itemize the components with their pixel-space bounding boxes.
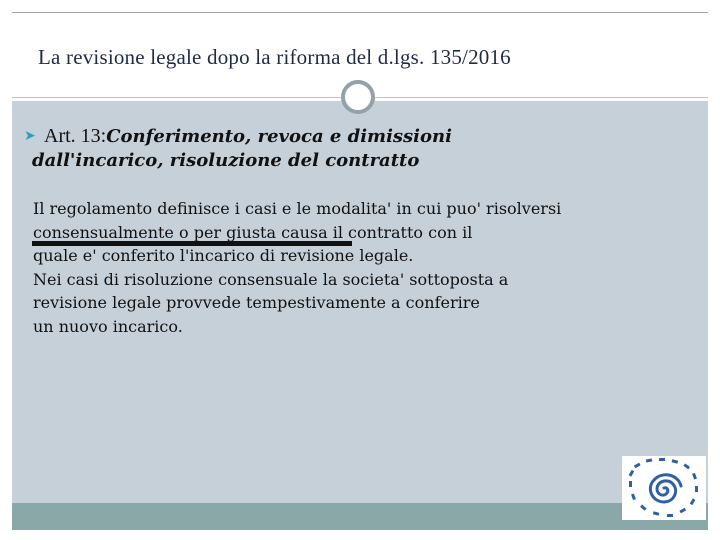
redaction-bar	[32, 241, 352, 246]
divider-circle-icon	[341, 80, 375, 114]
spiral-logo-icon	[622, 456, 706, 520]
body-text	[33, 197, 633, 338]
article-number: Art. 13:	[44, 125, 107, 147]
article-title-line1: Conferimento, revoca e dimissioni	[106, 126, 452, 147]
body-line: quale e' conferito l'incarico di revisione legale.	[33, 246, 414, 265]
body-line: Nei casi di risoluzione consensuale la societa' sottoposta a	[33, 269, 509, 289]
body-line: revisione legale provvede tempestivamente a conferire	[33, 293, 480, 312]
article-heading	[24, 124, 584, 173]
bullet-arrow-icon: ➤	[24, 129, 36, 144]
body-line: consensualmente o per giusta causa il contratto con il	[33, 222, 473, 242]
slide-title: La revisione legale dopo la riforma del d.lgs. 135/2016	[38, 45, 511, 69]
body-line: un nuovo incarico.	[33, 316, 183, 336]
article-title-line2: dall'incarico, risoluzione del contratto	[32, 150, 420, 171]
footer-bar	[12, 503, 708, 530]
body-line: Il regolamento definisce i casi e le modalita' in cui puo' risolversi	[33, 199, 562, 218]
